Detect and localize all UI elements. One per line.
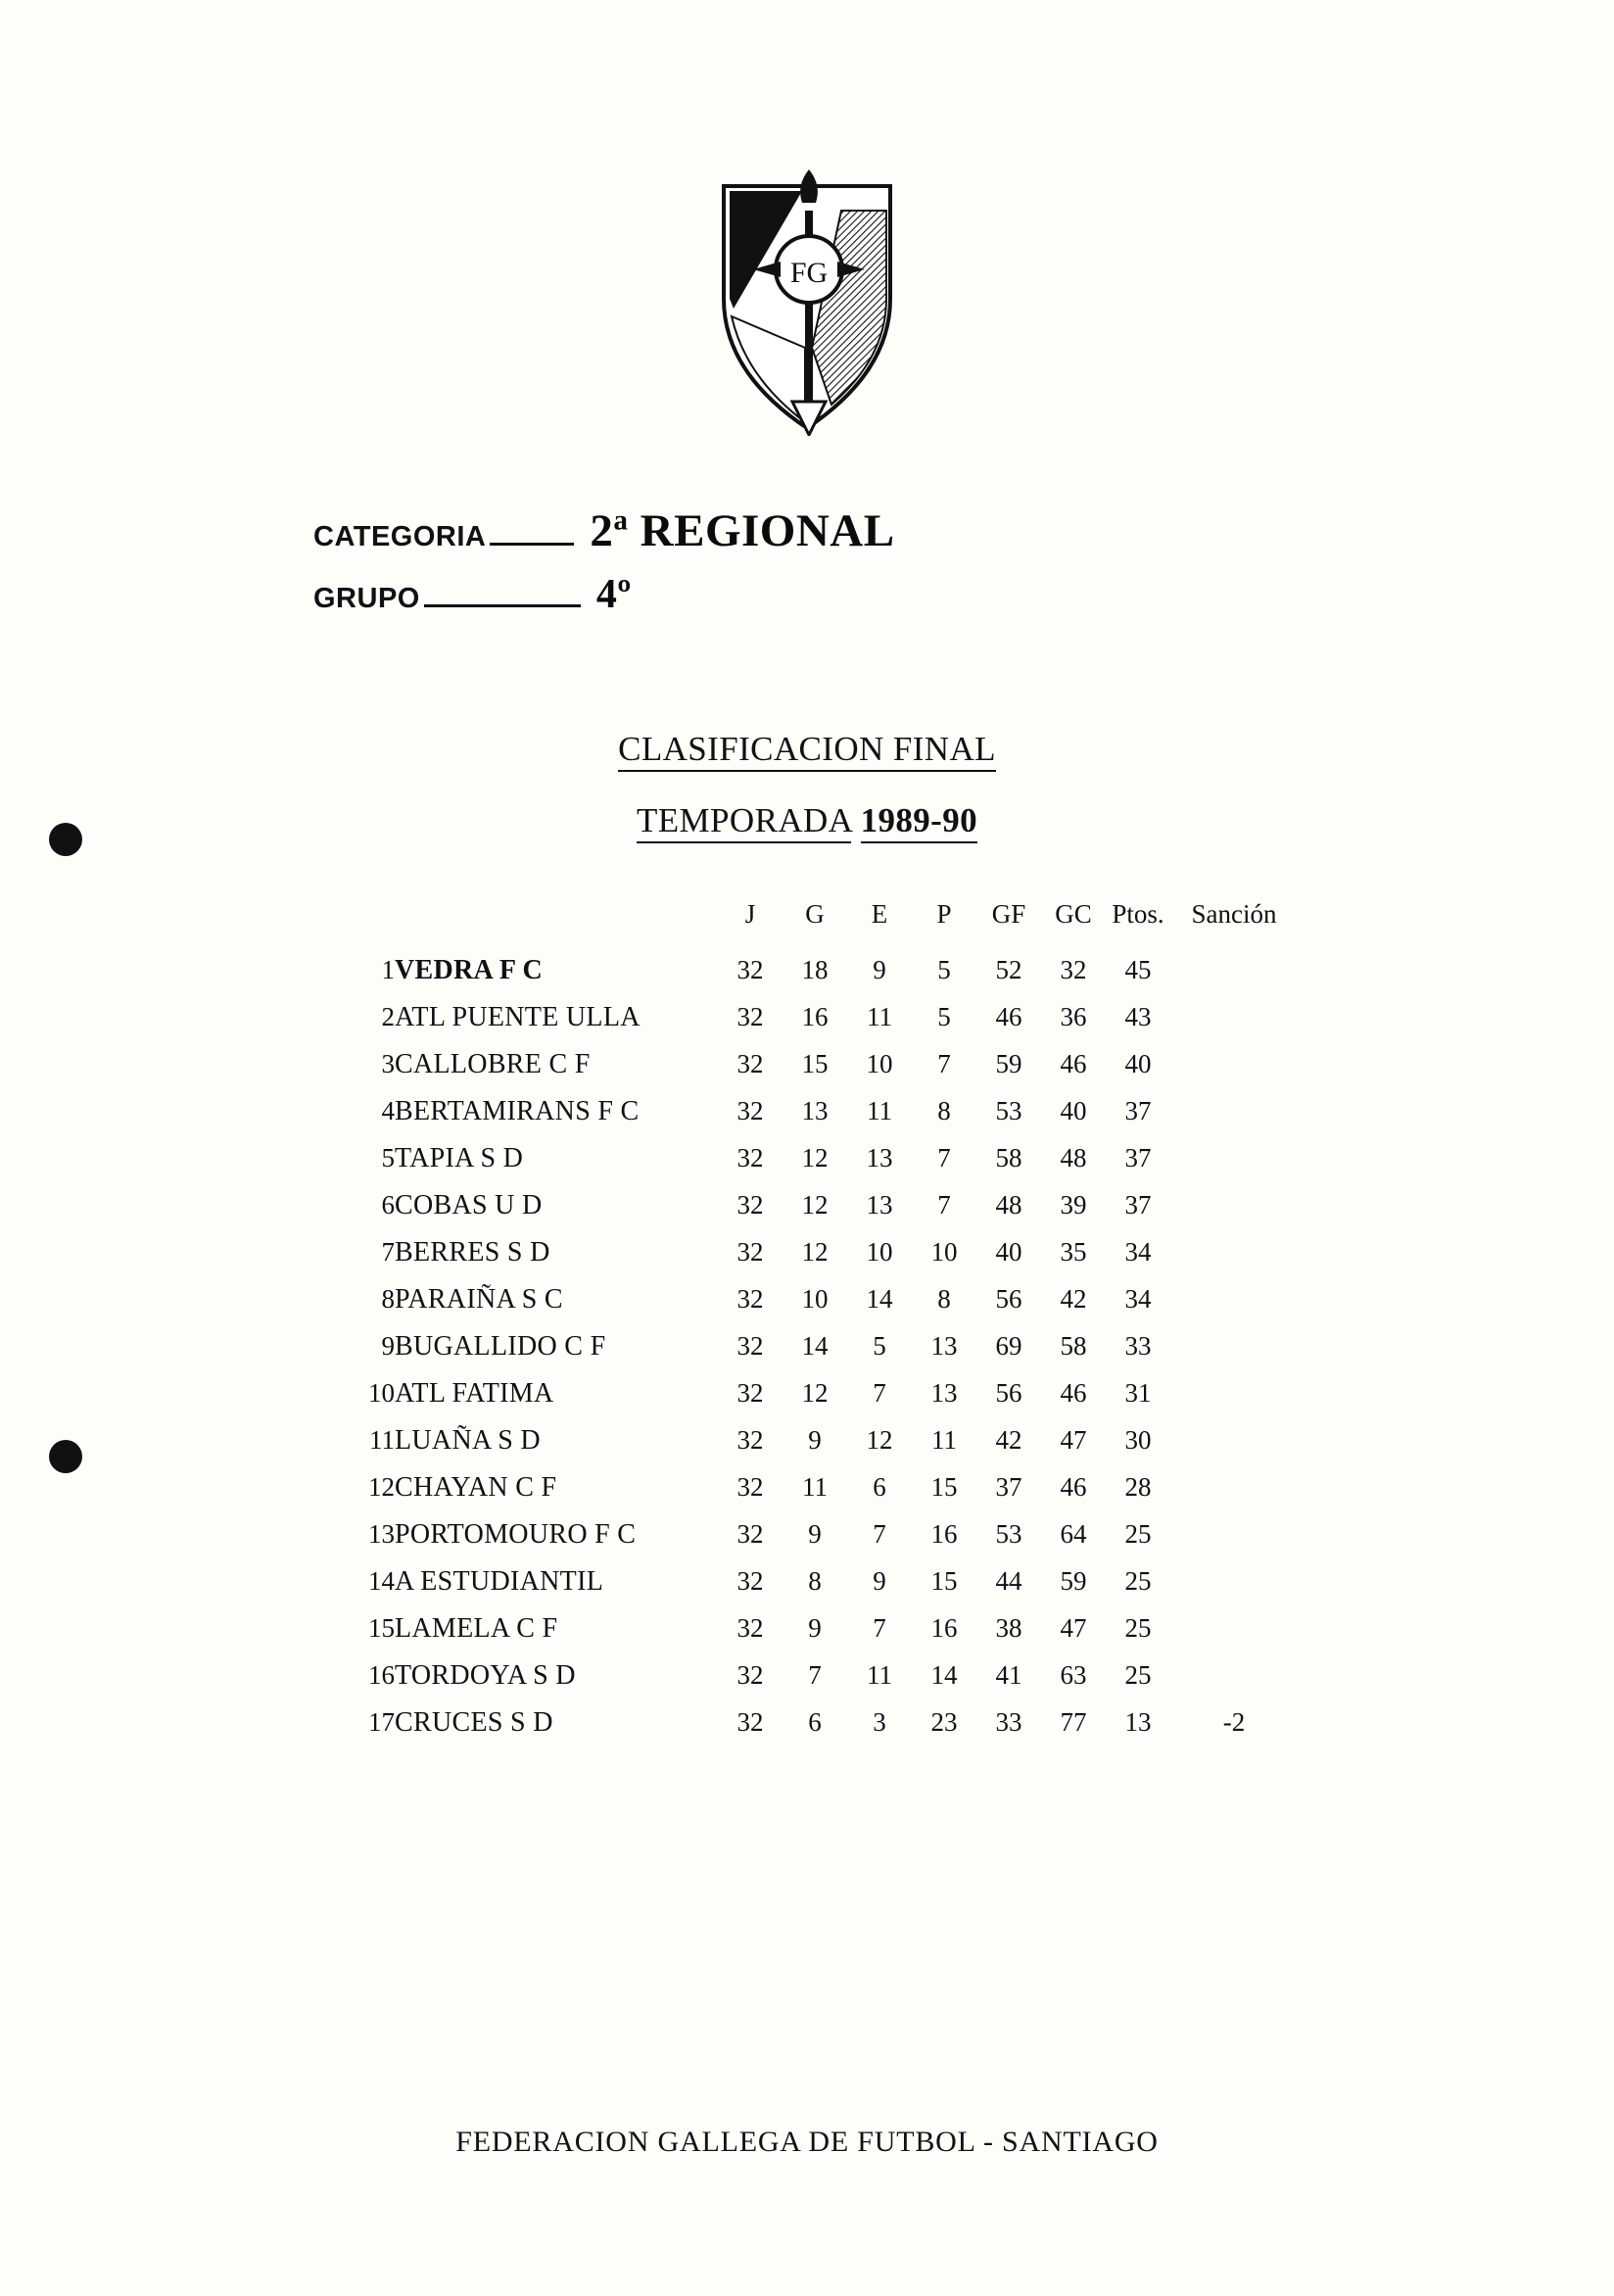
row-sanction	[1170, 1135, 1298, 1182]
row-lost: 13	[930, 1331, 958, 1361]
row-position: 10	[368, 1378, 395, 1408]
row-sanction	[1170, 1088, 1298, 1135]
table-row	[338, 1511, 1298, 1558]
row-drawn: 7	[873, 1519, 886, 1549]
row-won: 9	[808, 1613, 822, 1643]
row-drawn: 11	[867, 1660, 892, 1690]
categoria-value	[590, 504, 894, 557]
grupo-value: 4º	[595, 572, 632, 617]
row-played: 32	[736, 1378, 764, 1408]
row-won: 16	[801, 1002, 829, 1031]
row-position: 16	[368, 1660, 395, 1690]
categoria-number: 2	[590, 505, 614, 556]
document-title	[0, 730, 1614, 769]
row-position: 1	[381, 955, 395, 984]
row-team-name: COBAS U D	[395, 1190, 543, 1220]
row-team-name: TORDOYA S D	[395, 1660, 576, 1691]
row-points: 40	[1124, 1049, 1152, 1078]
row-sanction	[1170, 1464, 1298, 1511]
row-played: 32	[736, 1096, 764, 1125]
row-drawn: 11	[867, 1002, 892, 1031]
row-points: 25	[1124, 1660, 1152, 1690]
row-goals-against: 46	[1060, 1049, 1087, 1078]
row-won: 10	[801, 1284, 829, 1314]
row-points: 37	[1124, 1096, 1152, 1125]
row-played: 32	[736, 1143, 764, 1172]
row-sanction	[1170, 947, 1298, 994]
season-title	[0, 801, 1614, 840]
categoria-name: REGIONAL	[628, 505, 895, 556]
categoria-rule	[490, 542, 574, 546]
row-points: 45	[1124, 955, 1152, 984]
row-sanction	[1170, 1558, 1298, 1605]
categoria-label: CATEGORIA	[313, 521, 487, 552]
table-row	[338, 1699, 1298, 1746]
row-goals-for: 41	[995, 1660, 1022, 1690]
row-goals-against: 58	[1060, 1331, 1087, 1361]
row-played: 32	[736, 1002, 764, 1031]
categoria-row	[313, 504, 1195, 557]
row-drawn: 13	[866, 1190, 893, 1220]
row-goals-against: 46	[1060, 1378, 1087, 1408]
row-sanction	[1170, 1417, 1298, 1464]
punch-hole-bottom	[49, 1440, 82, 1473]
header-team	[395, 899, 718, 947]
row-goals-for: 69	[995, 1331, 1022, 1361]
row-sanction	[1170, 1041, 1298, 1088]
row-drawn: 3	[873, 1707, 886, 1737]
table-header-row	[338, 899, 1298, 947]
table-row	[338, 1417, 1298, 1464]
row-played: 32	[736, 955, 764, 984]
row-sanction	[1170, 1323, 1298, 1370]
row-goals-against: 46	[1060, 1472, 1087, 1502]
row-drawn: 6	[873, 1472, 886, 1502]
categoria-ordinal: a	[613, 504, 629, 537]
row-team-name: CRUCES S D	[395, 1707, 553, 1738]
row-position: 2	[381, 1002, 395, 1031]
row-lost: 23	[930, 1707, 958, 1737]
row-team-name: BERRES S D	[395, 1237, 550, 1268]
row-points: 28	[1124, 1472, 1152, 1502]
row-team-name: CALLOBRE C F	[395, 1049, 591, 1079]
table-row	[338, 1558, 1298, 1605]
row-team-name: BUGALLIDO C F	[395, 1331, 606, 1362]
row-position: 7	[381, 1237, 395, 1267]
row-position: 11	[369, 1425, 395, 1455]
row-lost: 15	[930, 1566, 958, 1596]
table-row	[338, 994, 1298, 1041]
row-lost: 5	[937, 1002, 951, 1031]
header-gf: GF	[991, 899, 1026, 929]
row-sanction	[1170, 1652, 1298, 1699]
row-drawn: 13	[866, 1143, 893, 1172]
header-g: G	[805, 899, 825, 929]
row-goals-for: 53	[995, 1519, 1022, 1549]
row-drawn: 10	[866, 1049, 893, 1078]
row-lost: 10	[930, 1237, 958, 1267]
row-goals-for: 56	[995, 1284, 1022, 1314]
header-j: J	[744, 899, 756, 929]
row-lost: 7	[937, 1049, 951, 1078]
row-goals-against: 32	[1060, 955, 1087, 984]
row-lost: 14	[930, 1660, 958, 1690]
row-won: 6	[808, 1707, 822, 1737]
row-won: 12	[801, 1378, 829, 1408]
row-points: 43	[1124, 1002, 1152, 1031]
header-sancion: Sanción	[1191, 899, 1277, 929]
row-lost: 16	[930, 1613, 958, 1643]
row-won: 12	[801, 1143, 829, 1172]
row-goals-against: 77	[1060, 1707, 1087, 1737]
row-position: 8	[381, 1284, 395, 1314]
row-won: 15	[801, 1049, 829, 1078]
row-drawn: 11	[867, 1096, 892, 1125]
row-goals-for: 56	[995, 1378, 1022, 1408]
row-team-name: ATL FATIMA	[395, 1378, 554, 1409]
row-position: 5	[381, 1143, 395, 1172]
row-position: 3	[381, 1049, 395, 1078]
row-goals-for: 59	[995, 1049, 1022, 1078]
header-gc: GC	[1055, 899, 1092, 929]
row-points: 34	[1124, 1284, 1152, 1314]
row-points: 34	[1124, 1237, 1152, 1267]
row-position: 4	[381, 1096, 395, 1125]
row-goals-for: 42	[995, 1425, 1022, 1455]
row-points: 25	[1124, 1519, 1152, 1549]
row-goals-for: 33	[995, 1707, 1022, 1737]
row-lost: 7	[937, 1190, 951, 1220]
row-goals-for: 37	[995, 1472, 1022, 1502]
row-drawn: 7	[873, 1378, 886, 1408]
header-ptos: Ptos.	[1112, 899, 1164, 929]
table-row	[338, 1041, 1298, 1088]
row-points: 31	[1124, 1378, 1152, 1408]
row-won: 9	[808, 1519, 822, 1549]
row-goals-against: 47	[1060, 1613, 1087, 1643]
row-sanction	[1170, 1605, 1298, 1652]
row-drawn: 14	[866, 1284, 893, 1314]
table-row	[338, 1370, 1298, 1417]
row-played: 32	[736, 1049, 764, 1078]
row-points: 33	[1124, 1331, 1152, 1361]
row-goals-against: 42	[1060, 1284, 1087, 1314]
table-row	[338, 1088, 1298, 1135]
row-position: 9	[381, 1331, 395, 1361]
row-goals-against: 39	[1060, 1190, 1087, 1220]
row-team-name: PARAIÑA S C	[395, 1284, 563, 1315]
grupo-label: GRUPO	[313, 583, 420, 614]
row-points: 37	[1124, 1190, 1152, 1220]
row-goals-against: 48	[1060, 1143, 1087, 1172]
standings-table	[338, 899, 1298, 1746]
table-row	[338, 1276, 1298, 1323]
row-played: 32	[736, 1613, 764, 1643]
row-drawn: 12	[866, 1425, 893, 1455]
federation-crest-icon	[694, 152, 920, 436]
row-goals-for: 38	[995, 1613, 1022, 1643]
table-row	[338, 1464, 1298, 1511]
row-played: 32	[736, 1190, 764, 1220]
row-points: 25	[1124, 1566, 1152, 1596]
row-lost: 13	[930, 1378, 958, 1408]
grupo-rule	[424, 603, 581, 607]
row-played: 32	[736, 1519, 764, 1549]
header-p: P	[936, 899, 952, 929]
row-sanction	[1170, 1229, 1298, 1276]
row-goals-against: 36	[1060, 1002, 1087, 1031]
row-team-name: LUAÑA S D	[395, 1425, 541, 1456]
row-team-name: A ESTUDIANTIL	[395, 1566, 604, 1597]
row-lost: 8	[937, 1096, 951, 1125]
row-goals-against: 40	[1060, 1096, 1087, 1125]
row-goals-for: 48	[995, 1190, 1022, 1220]
row-team-name: ATL PUENTE ULLA	[395, 1002, 641, 1032]
row-played: 32	[736, 1707, 764, 1737]
row-team-name: PORTOMOURO F C	[395, 1519, 637, 1550]
row-goals-against: 64	[1060, 1519, 1087, 1549]
row-goals-for: 40	[995, 1237, 1022, 1267]
row-played: 32	[736, 1566, 764, 1596]
category-block	[313, 504, 1195, 632]
row-played: 32	[736, 1284, 764, 1314]
row-goals-against: 35	[1060, 1237, 1087, 1267]
row-points: 13	[1124, 1707, 1152, 1737]
header-e: E	[871, 899, 888, 929]
row-won: 13	[801, 1096, 829, 1125]
row-sanction	[1170, 1182, 1298, 1229]
row-team-name: CHAYAN C F	[395, 1472, 557, 1503]
standings-header	[338, 899, 1298, 947]
row-goals-for: 52	[995, 955, 1022, 984]
table-row	[338, 947, 1298, 994]
row-position: 15	[368, 1613, 395, 1643]
row-goals-against: 47	[1060, 1425, 1087, 1455]
table-row	[338, 1652, 1298, 1699]
row-lost: 11	[931, 1425, 957, 1455]
row-won: 7	[808, 1660, 822, 1690]
row-position: 12	[368, 1472, 395, 1502]
row-lost: 5	[937, 955, 951, 984]
row-position: 14	[368, 1566, 395, 1596]
header-position	[338, 899, 395, 947]
table-row	[338, 1323, 1298, 1370]
row-drawn: 10	[866, 1237, 893, 1267]
row-lost: 7	[937, 1143, 951, 1172]
row-played: 32	[736, 1425, 764, 1455]
table-row	[338, 1182, 1298, 1229]
table-row	[338, 1605, 1298, 1652]
row-goals-for: 46	[995, 1002, 1022, 1031]
row-won: 11	[802, 1472, 828, 1502]
row-played: 32	[736, 1472, 764, 1502]
row-position: 6	[381, 1190, 395, 1220]
row-won: 18	[801, 955, 829, 984]
row-won: 14	[801, 1331, 829, 1361]
page-footer: FEDERACION GALLEGA DE FUTBOL - SANTIAGO	[455, 2126, 1159, 2158]
row-goals-against: 59	[1060, 1566, 1087, 1596]
row-lost: 16	[930, 1519, 958, 1549]
row-played: 32	[736, 1660, 764, 1690]
row-goals-against: 63	[1060, 1660, 1087, 1690]
season-value: 1989-90	[861, 801, 977, 843]
row-points: 30	[1124, 1425, 1152, 1455]
season-label: TEMPORADA	[637, 801, 851, 843]
row-goals-for: 53	[995, 1096, 1022, 1125]
row-sanction	[1170, 1370, 1298, 1417]
grupo-row	[313, 571, 1195, 618]
table-row	[338, 1135, 1298, 1182]
row-goals-for: 44	[995, 1566, 1022, 1596]
row-team-name: VEDRA F C	[395, 955, 543, 985]
row-sanction	[1170, 994, 1298, 1041]
row-team-name: TAPIA S D	[395, 1143, 524, 1173]
svg-text:FG: FG	[789, 257, 829, 289]
row-sanction	[1170, 1276, 1298, 1323]
standings-body	[338, 947, 1298, 1746]
row-sanction	[1170, 1511, 1298, 1558]
row-won: 12	[801, 1190, 829, 1220]
row-won: 9	[808, 1425, 822, 1455]
row-drawn: 9	[873, 1566, 886, 1596]
row-team-name: LAMELA C F	[395, 1613, 558, 1644]
row-lost: 8	[937, 1284, 951, 1314]
row-sanction: -2	[1222, 1707, 1246, 1737]
row-goals-for: 58	[995, 1143, 1022, 1172]
table-row	[338, 1229, 1298, 1276]
row-points: 25	[1124, 1613, 1152, 1643]
row-drawn: 5	[873, 1331, 886, 1361]
row-drawn: 7	[873, 1613, 886, 1643]
row-team-name: BERTAMIRANS F C	[395, 1096, 640, 1126]
row-lost: 15	[930, 1472, 958, 1502]
row-won: 12	[801, 1237, 829, 1267]
row-drawn: 9	[873, 955, 886, 984]
document-title-text: CLASIFICACION FINAL	[618, 730, 996, 772]
row-played: 32	[736, 1237, 764, 1267]
row-won: 8	[808, 1566, 822, 1596]
row-position: 13	[368, 1519, 395, 1549]
row-position: 17	[368, 1707, 395, 1737]
row-points: 37	[1124, 1143, 1152, 1172]
row-played: 32	[736, 1331, 764, 1361]
